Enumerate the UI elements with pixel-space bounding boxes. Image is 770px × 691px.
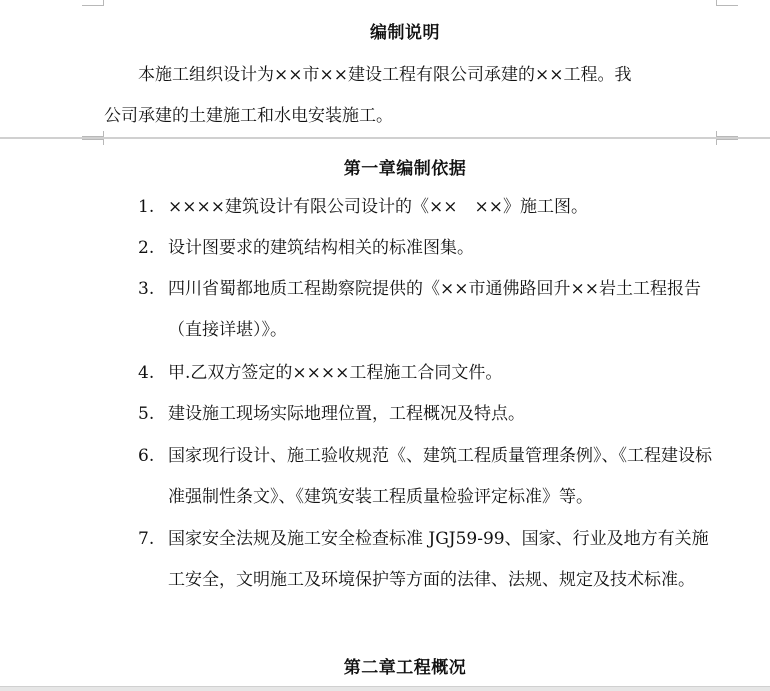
document-page-2 bbox=[0, 139, 770, 691]
list-item-text: 四川省蜀都地质工程勘察院提供的《××市通佛路回升××岩土工程报告（直接详堪）》。 bbox=[168, 279, 701, 340]
chapter-title: 第一章编制依据 bbox=[343, 159, 467, 179]
document-page-1 bbox=[0, 0, 770, 137]
list-item-text: 甲.乙双方签定的××××工程施工合同文件。 bbox=[168, 363, 503, 383]
chapter-title: 第二章工程概况 bbox=[343, 658, 467, 678]
list-number: 2. bbox=[138, 238, 155, 258]
body-paragraph-line: 本施工组织设计为××市××建设工程有限公司承建的××工程。我 bbox=[138, 65, 632, 85]
list-number: 4. bbox=[138, 363, 155, 383]
list-number: 5. bbox=[138, 404, 155, 424]
list-number: 6. bbox=[138, 446, 155, 466]
list-item-text: 建设施工现场实际地理位置，工程概况及特点。 bbox=[168, 404, 525, 424]
list-item-text: ××××建筑设计有限公司设计的《×× ××》施工图。 bbox=[168, 197, 588, 217]
list-item-text: 国家现行设计、施工验收规范《、建筑工程质量管理条例》、《工程建设标准强制性条文》、《建筑安装工程质量检验评定标准》等。 bbox=[168, 446, 712, 507]
body-paragraph-line: 公司承建的土建施工和水电安装施工。 bbox=[104, 106, 393, 126]
crop-mark bbox=[82, 0, 104, 6]
list-number: 1. bbox=[138, 197, 155, 217]
list-item-text: 设计图要求的建筑结构相关的标准图集。 bbox=[168, 238, 474, 258]
page-edge bbox=[0, 686, 770, 691]
section-title: 编制说明 bbox=[370, 23, 440, 43]
crop-mark bbox=[716, 139, 738, 145]
crop-mark bbox=[716, 0, 738, 6]
crop-mark bbox=[82, 139, 104, 145]
list-number: 7. bbox=[138, 529, 155, 549]
list-number: 3. bbox=[138, 279, 155, 299]
list-item-text: 国家安全法规及施工安全检查标准 JGJ59-99、国家、行业及地方有关施工安全，文明施工及环境保护等方面的法律、法规、规定及技术标准。 bbox=[168, 529, 709, 590]
